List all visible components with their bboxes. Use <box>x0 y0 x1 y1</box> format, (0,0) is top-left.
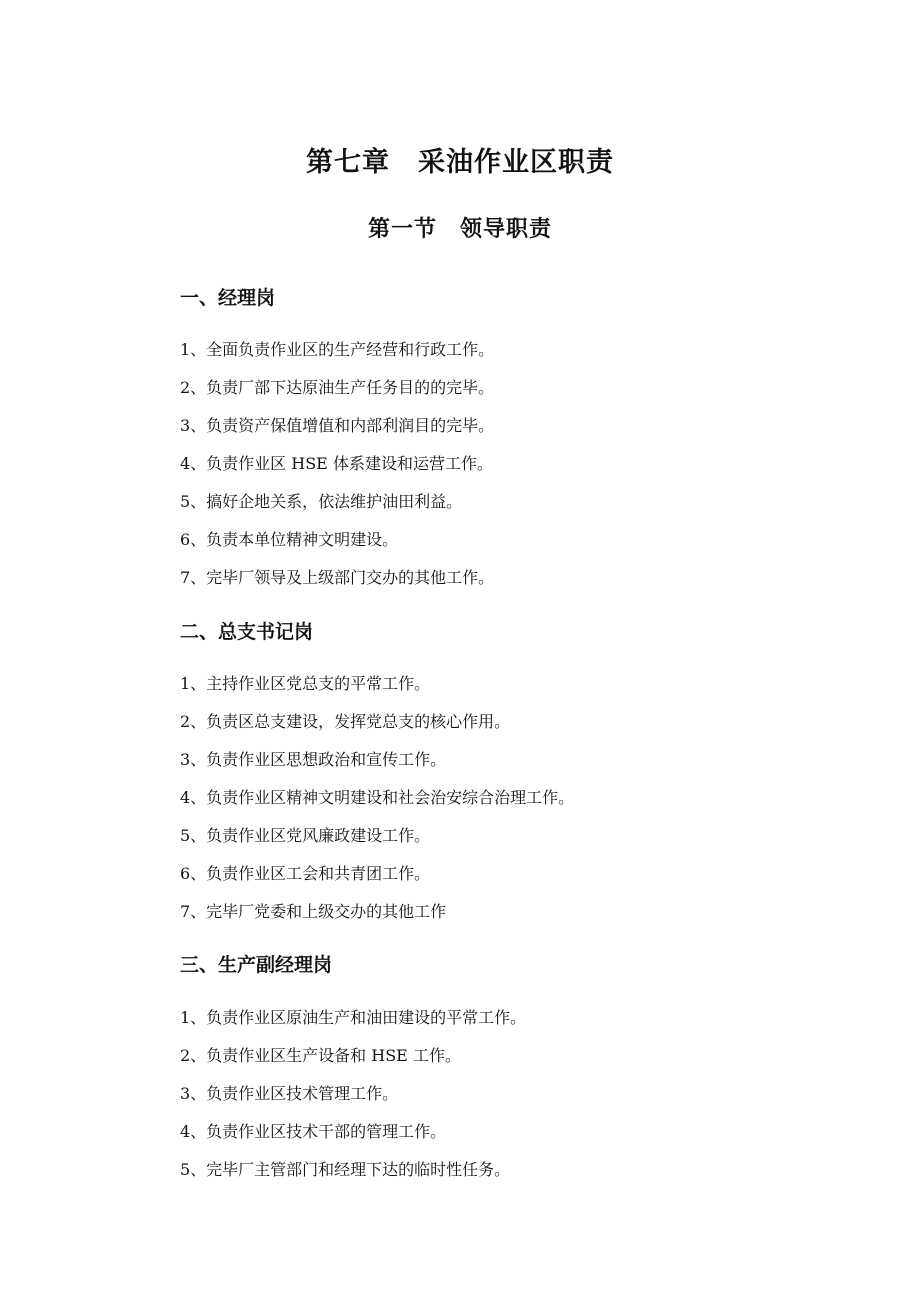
post-heading-production-deputy: 三、生产副经理岗 <box>180 954 333 976</box>
section-title: 第一节 领导职责 <box>367 217 552 242</box>
duty-item: 6、负责作业区工会和共青团工作。 <box>180 864 431 883</box>
duty-item: 4、负责作业区精神文明建设和社会治安综合治理工作。 <box>180 788 575 807</box>
duty-item: 1、全面负责作业区的生产经营和行政工作。 <box>180 340 495 359</box>
chapter-title: 第七章 采油作业区职责 <box>306 147 614 178</box>
duty-item: 7、完毕厂领导及上级部门交办的其他工作。 <box>180 568 495 587</box>
duty-item: 3、负责作业区技术管理工作。 <box>180 1084 399 1103</box>
post-heading-party-secretary: 二、总支书记岗 <box>180 621 314 643</box>
duty-item: 1、主持作业区党总支的平常工作。 <box>180 674 431 693</box>
duty-item: 3、负责资产保值增值和内部利润目的完毕。 <box>180 416 495 435</box>
duty-item: 1、负责作业区原油生产和油田建设的平常工作。 <box>180 1008 527 1027</box>
duty-list-party-secretary <box>180 669 574 935</box>
duty-item: 5、搞好企地关系，依法维护油田利益。 <box>180 492 463 511</box>
duty-item: 2、负责作业区生产设备和 HSE 工作。 <box>180 1046 461 1065</box>
duty-item: 7、完毕厂党委和上级交办的其他工作 <box>180 902 447 921</box>
duty-item: 4、负责作业区 HSE 体系建设和运营工作。 <box>180 454 493 473</box>
duty-item: 5、负责作业区党风廉政建设工作。 <box>180 826 431 845</box>
post-heading-manager: 一、经理岗 <box>180 287 276 309</box>
duty-item: 2、负责厂部下达原油生产任务目的的完毕。 <box>180 378 495 397</box>
duty-item: 6、负责本单位精神文明建设。 <box>180 530 399 549</box>
duty-item: 4、负责作业区技术干部的管理工作。 <box>180 1122 447 1141</box>
duty-item: 2、负责区总支建设，发挥党总支的核心作用。 <box>180 712 511 731</box>
duty-item: 3、负责作业区思想政治和宣传工作。 <box>180 750 447 769</box>
duty-item: 5、完毕厂主管部门和经理下达的临时性任务。 <box>180 1160 511 1179</box>
duty-list-production-deputy <box>180 1003 526 1193</box>
duty-list-manager <box>180 335 494 601</box>
